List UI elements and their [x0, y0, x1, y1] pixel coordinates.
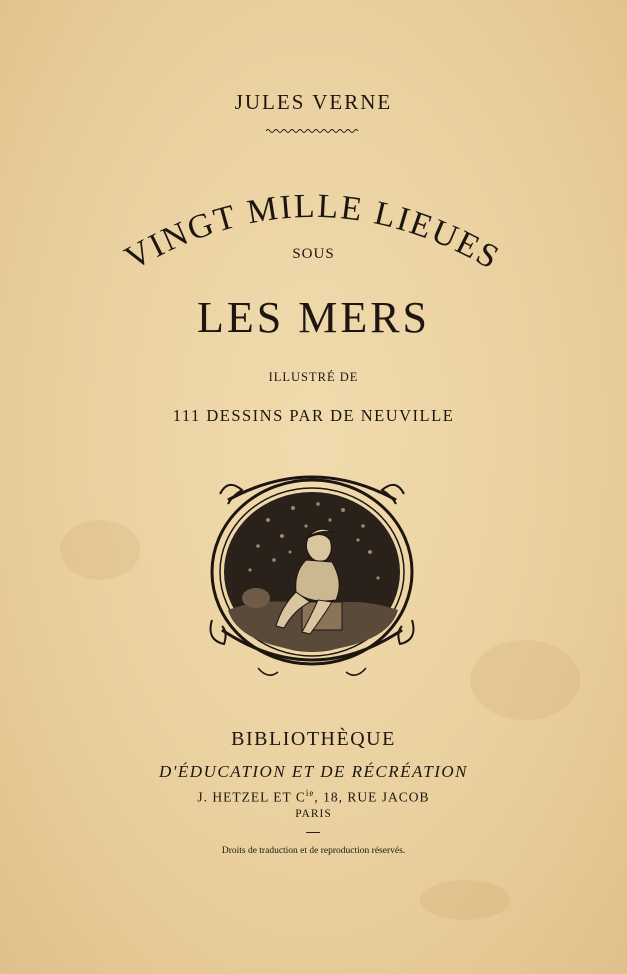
title-word-mille: MILLE — [244, 187, 366, 232]
publisher-address — [0, 788, 627, 806]
divider-dash — [306, 832, 320, 833]
title-word-vingt: VINGT — [118, 197, 241, 278]
publisher-address-suffix: , 18, RUE JACOB — [314, 789, 430, 805]
illustrated-by-line: ILLUSTRÉ DE — [268, 370, 359, 384]
vignette-medallion-icon — [198, 460, 426, 684]
drawings-credit: 111 DESSINS PAR DE NEUVILLE — [172, 406, 455, 425]
publisher-address-superscript: ie — [305, 788, 315, 798]
rights-notice: Droits de traduction et de reproduction réservés. — [221, 846, 406, 856]
title-main: LES MERS — [196, 293, 431, 342]
wavy-rule-ornament — [266, 128, 360, 134]
arched-title — [0, 150, 627, 310]
title-word-lieues: LIEUES — [370, 194, 507, 278]
series-subtitle: D'ÉDUCATION ET DE RÉCRÉATION — [159, 762, 468, 781]
arched-title-text — [119, 188, 506, 278]
paper-stain — [470, 640, 580, 720]
publisher-address-prefix: J. HETZEL ET C — [197, 789, 306, 805]
series-title: BIBLIOTHÈQUE — [231, 728, 396, 750]
author-name: JULES VERNE — [234, 90, 393, 114]
publisher-city: PARIS — [295, 808, 332, 820]
paper-stain — [60, 520, 140, 580]
paper-stain — [420, 880, 510, 920]
title-sous: SOUS — [292, 246, 335, 262]
